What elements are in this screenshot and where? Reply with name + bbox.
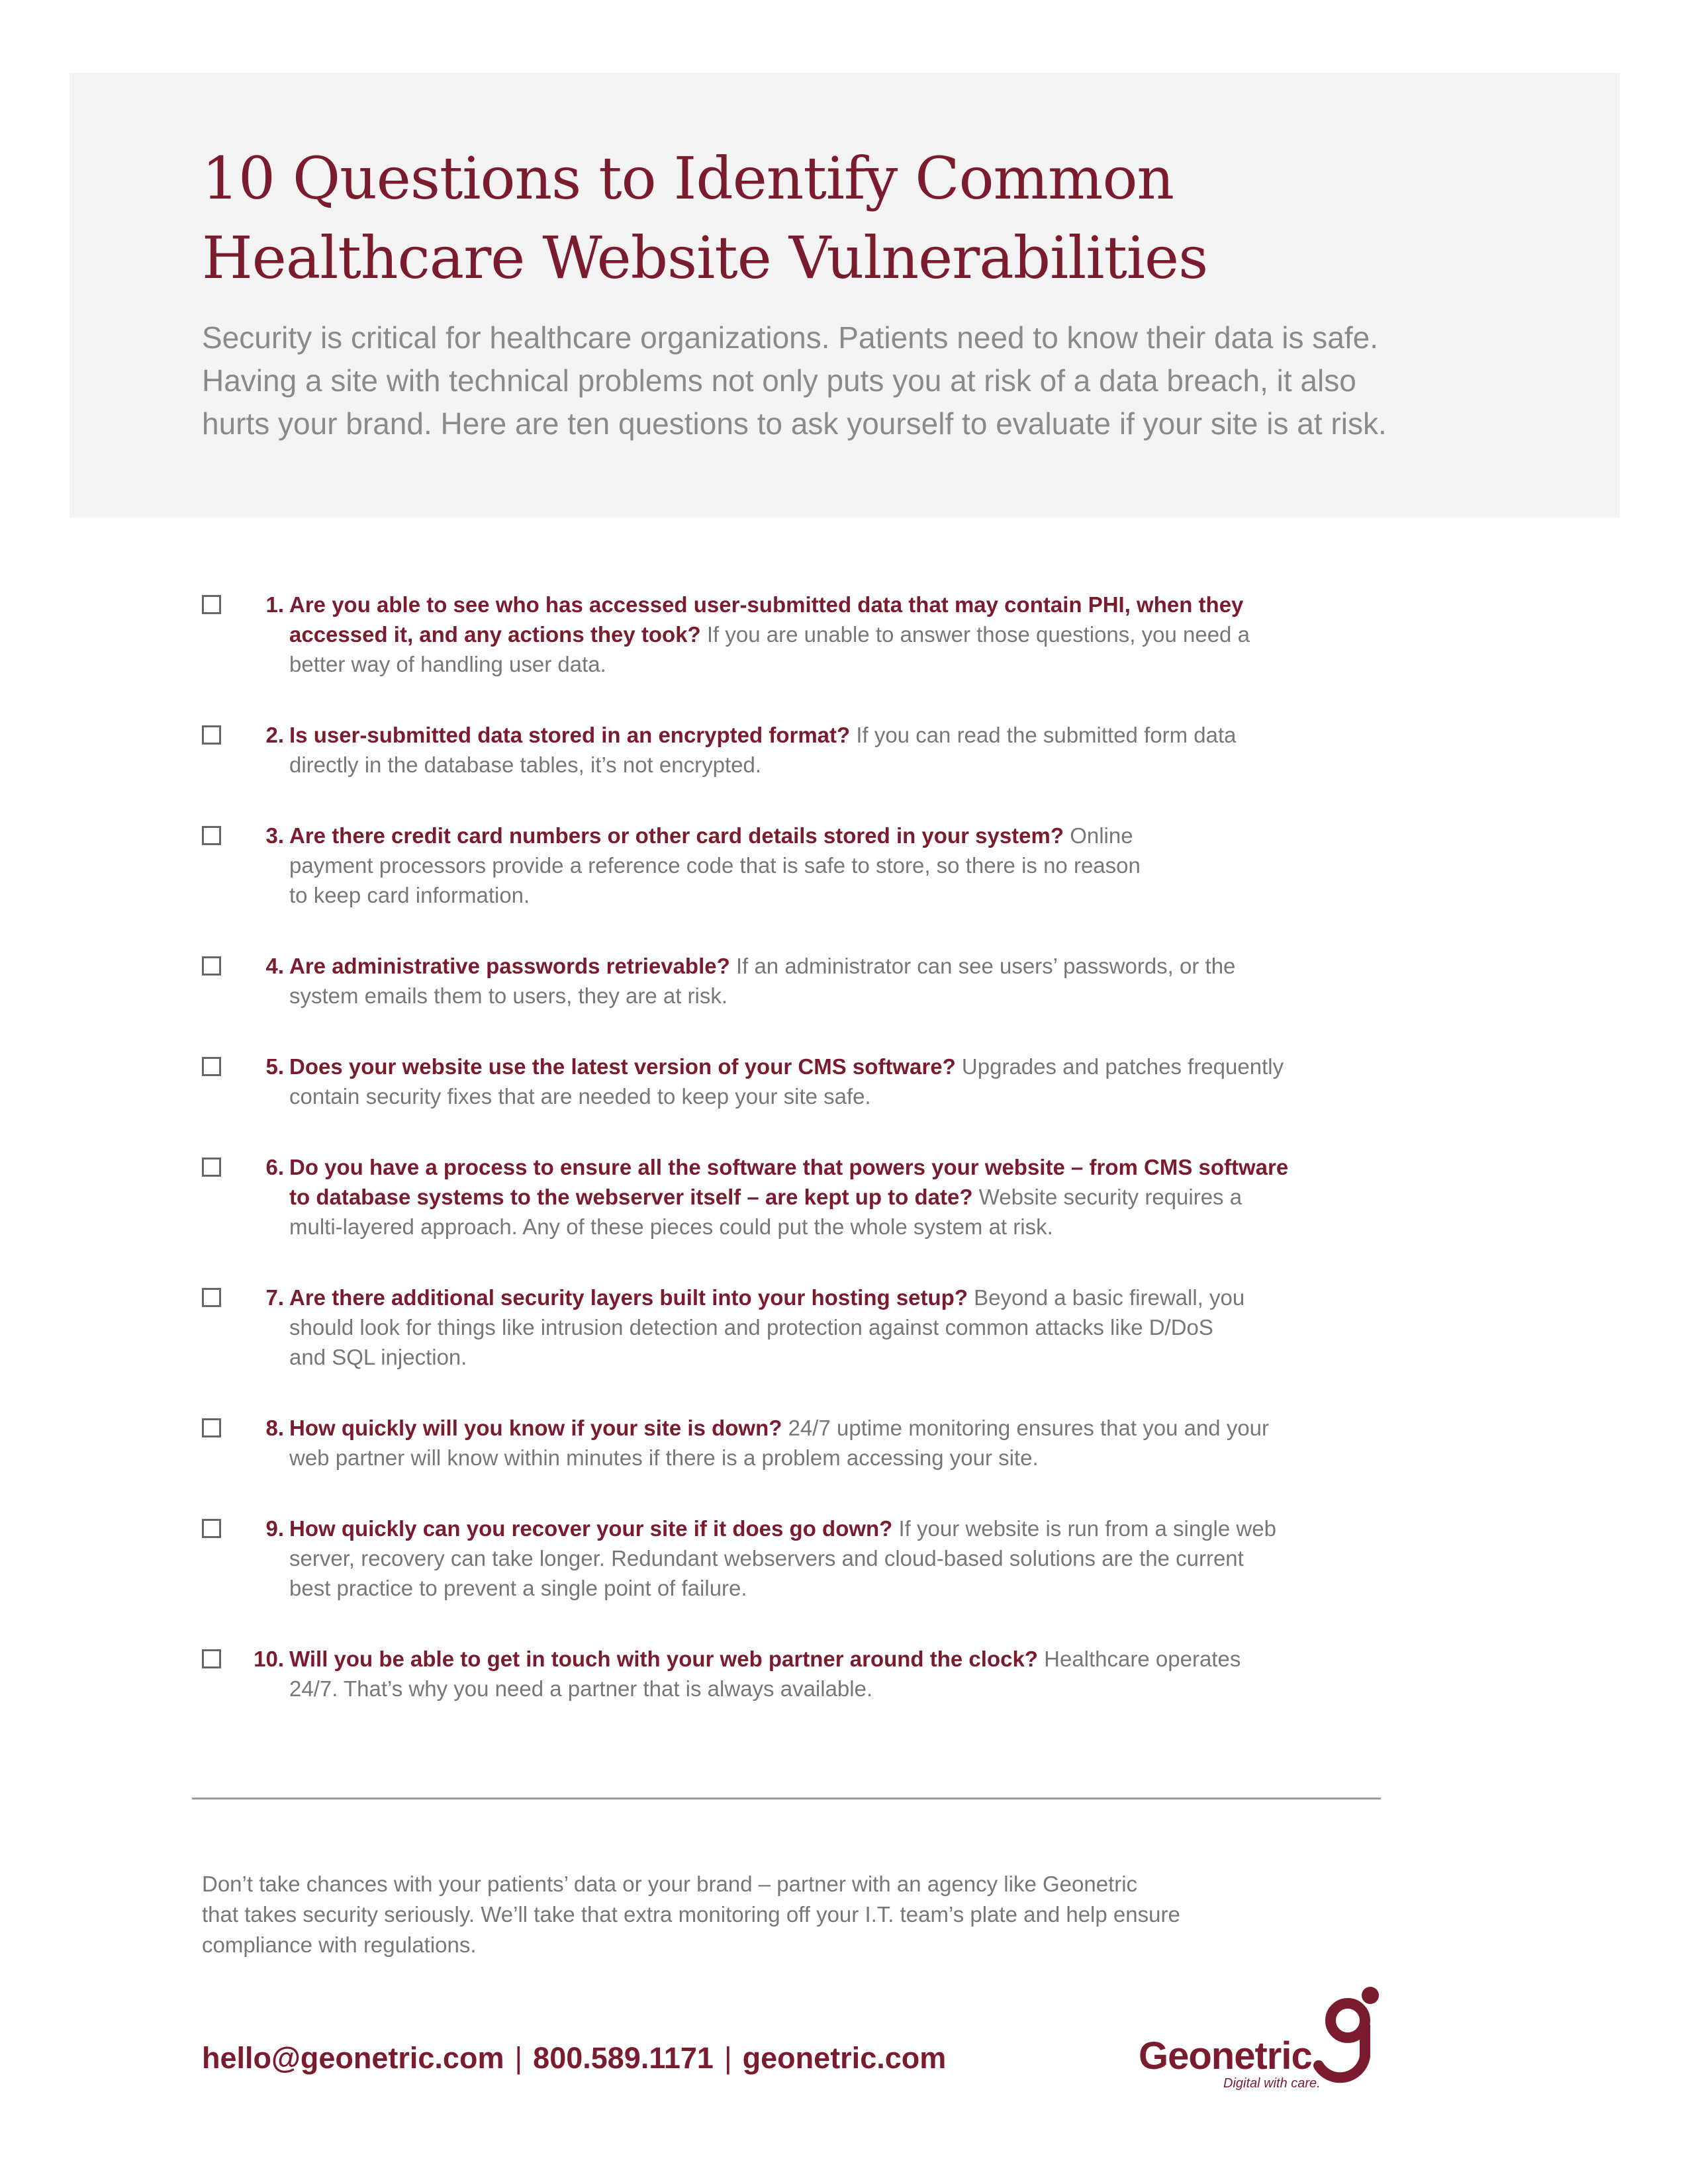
checkbox[interactable] [202,826,221,845]
question-plain: to keep card information. [289,883,530,907]
question-plain: system emails them to users, they are at risk. [289,983,728,1008]
title-line: 10 Questions to Identify Common [202,144,1174,212]
checkbox[interactable] [202,595,221,614]
question-number: 4. [265,954,284,978]
question-text [289,1283,1244,1372]
question-text [289,821,1141,910]
question-plain: If an administrator can see users’ passwords, or the [729,954,1236,978]
question-plain: Website security requires a [972,1185,1243,1209]
question-number: 8. [265,1416,284,1440]
question-plain: best practice to prevent a single point of failure. [289,1576,747,1600]
question-text [289,1413,1269,1473]
question-text [289,1152,1288,1242]
intro-paragraph [202,316,1579,445]
question-plain: should look for things like intrusion detection and protection against common attacks like D/DoS [289,1315,1213,1340]
question-plain: 24/7. That’s why you need a partner that is always available. [289,1676,873,1701]
question-plain: Upgrades and patches frequently [955,1054,1284,1079]
question-number: 1. [265,592,284,617]
intro-line: hurts your brand. Here are ten questions to ask yourself to evaluate if your site is at risk. [202,406,1387,441]
question-text [289,1644,1241,1704]
question-plain: If you are unable to answer those questions, you need a [700,622,1250,647]
question-bold: Is user-submitted data stored in an encrypted format? [289,723,851,747]
question-plain: multi-layered approach. Any of these pieces could put the whole system at risk. [289,1214,1053,1239]
question-plain: better way of handling user data. [289,652,606,676]
question-bold: How quickly will you know if your site is down? [289,1416,782,1440]
question-plain: web partner will know within minutes if there is a problem accessing your site. [289,1445,1039,1470]
geonetric-g-mark-icon [1309,1982,1389,2088]
question-plain: If your website is run from a single web [892,1516,1276,1541]
checkbox[interactable] [202,1519,221,1538]
title-line: Healthcare Website Vulnerabilities [202,224,1208,292]
checkbox[interactable] [202,1418,221,1437]
question-plain: If you can read the submitted form data [850,723,1237,747]
question-plain: Healthcare operates [1037,1647,1241,1671]
question-bold: Do you have a process to ensure all the software that powers your website – from CMS software [289,1155,1289,1179]
question-number: 5. [265,1054,284,1079]
question-plain: directly in the database tables, it’s not encrypted. [289,752,761,777]
checkbox[interactable] [202,1288,221,1307]
question-text [289,1514,1276,1603]
question-plain: payment processors provide a reference code that is safe to store, so there is no reason [289,853,1141,878]
section-divider [192,1797,1381,1799]
question-bold: Are there additional security layers built into your hosting setup? [289,1285,968,1310]
question-plain: Beyond a basic firewall, you [968,1285,1245,1310]
website-link[interactable]: geonetric.com [742,2041,947,2075]
closing-line: compliance with regulations. [202,1933,477,1957]
closing-line: that takes security seriously. We’ll take that extra monitoring off your I.T. team’s plate and help ensure [202,1902,1180,1927]
email-link[interactable]: hello@geonetric.com [202,2041,504,2075]
checkbox[interactable] [202,1158,221,1177]
question-plain: and SQL injection. [289,1345,467,1369]
separator: | [724,2041,732,2075]
question-number: 7. [265,1285,284,1310]
page-title [202,139,1526,298]
question-bold: to database systems to the webserver itself – are kept up to date? [289,1185,973,1209]
geonetric-logo [1139,1982,1390,2098]
intro-line: Security is critical for healthcare organizations. Patients need to know their data is safe. [202,320,1379,355]
question-bold: Does your website use the latest version of your CMS software? [289,1054,956,1079]
question-bold: Are there credit card numbers or other card details stored in your system? [289,823,1064,848]
question-bold: How quickly can you recover your site if it does go down? [289,1516,893,1541]
question-bold: Are administrative passwords retrievable? [289,954,730,978]
question-plain: Online [1064,823,1133,848]
closing-line: Don’t take chances with your patients’ data or your brand – partner with an agency like Geonetric [202,1872,1138,1896]
logo-tagline: Digital with care. [1223,2076,1321,2091]
question-number: 10. [254,1647,284,1671]
question-text [289,1052,1284,1111]
contact-bar [202,2038,946,2078]
question-text [289,720,1236,780]
question-bold: accessed it, and any actions they took? [289,622,701,647]
checkbox[interactable] [202,1057,221,1076]
logo-wordmark: Geonetric [1139,2034,1312,2077]
question-bold: Will you be able to get in touch with your web partner around the clock? [289,1647,1038,1671]
question-plain: server, recovery can take longer. Redundant webservers and cloud-based solutions are the current [289,1546,1244,1570]
checkbox[interactable] [202,1649,221,1668]
question-text [289,951,1235,1011]
checkbox[interactable] [202,725,221,745]
separator: | [514,2041,523,2075]
question-text [289,590,1250,679]
question-number: 2. [265,723,284,747]
question-plain: contain security fixes that are needed to keep your site safe. [289,1084,871,1109]
checkbox[interactable] [202,956,221,976]
question-number: 3. [265,823,284,848]
intro-line: Having a site with technical problems not only puts you at risk of a data breach, it also [202,363,1356,398]
closing-paragraph [202,1869,1526,1960]
question-bold: Are you able to see who has accessed user-submitted data that may contain PHI, when they [289,592,1244,617]
question-plain: 24/7 uptime monitoring ensures that you and your [782,1416,1270,1440]
question-number: 9. [265,1516,284,1541]
question-number: 6. [265,1155,284,1179]
phone-link[interactable]: 800.589.1171 [533,2041,714,2075]
